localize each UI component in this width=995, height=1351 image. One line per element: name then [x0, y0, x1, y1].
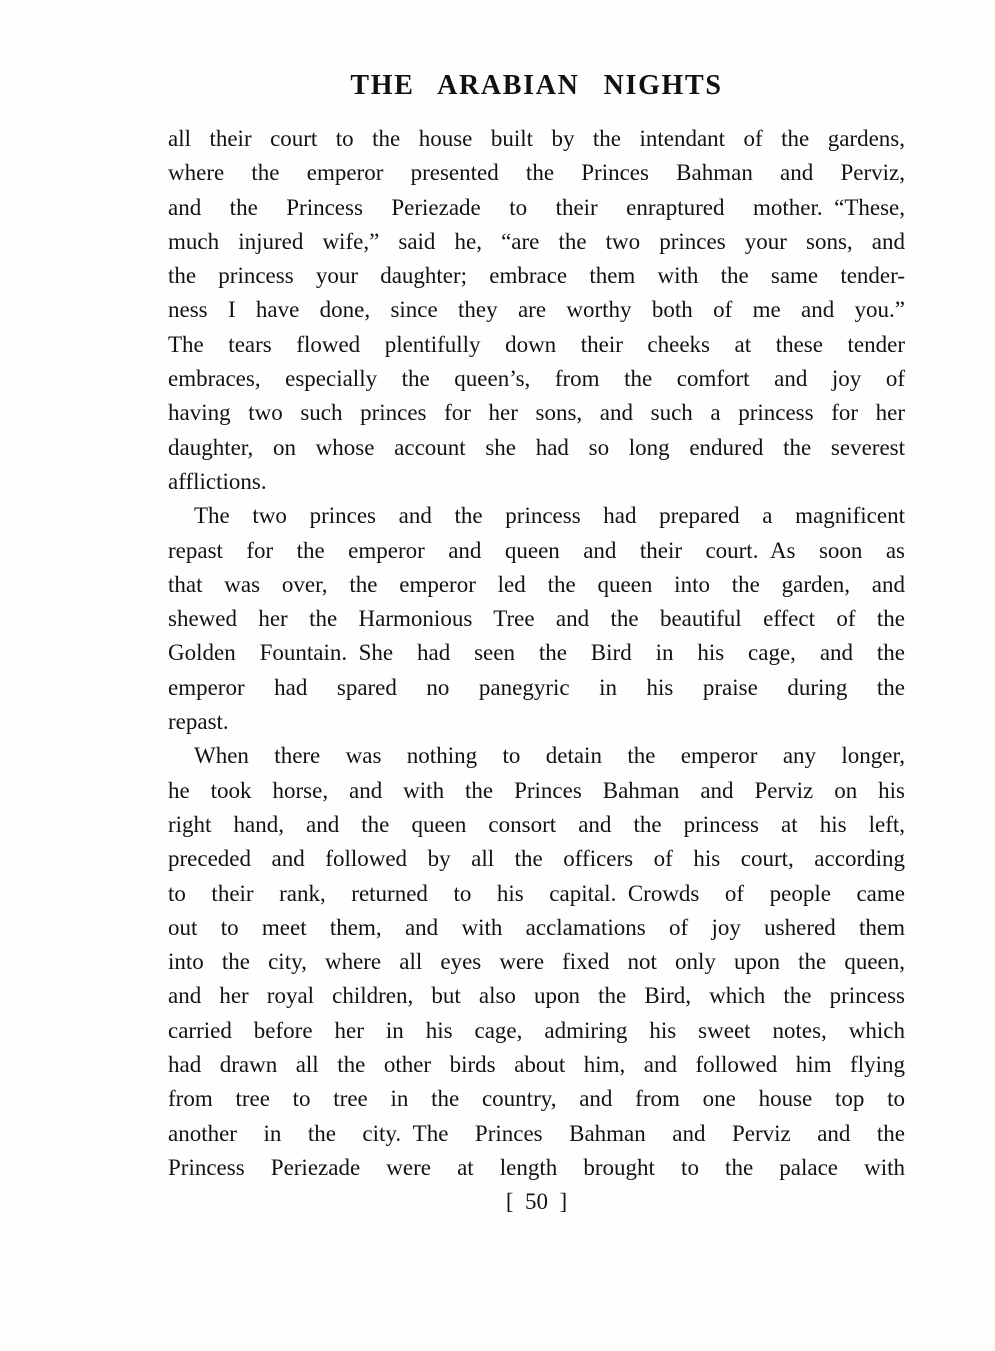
- text-line: emperor had spared no panegyric in his praise during the: [168, 674, 905, 700]
- text-line: having two such princes for her sons, and such a princess for her: [168, 400, 905, 426]
- text-line: The tears flowed plentifully down their cheeks at these tender: [168, 331, 905, 357]
- text-line: right hand, and the queen consort and the princess at his left,: [168, 811, 905, 837]
- text-block: [168, 122, 905, 1185]
- text-line: all their court to the house built by the intendant of the gardens,: [168, 126, 905, 151]
- text-line: repast.: [168, 709, 229, 735]
- text-line: where the emperor presented the Princes Bahman and Perviz,: [168, 160, 905, 186]
- text-line: shewed her the Harmonious Tree and the beautiful effect of the: [168, 606, 905, 632]
- running-head-title: THE ARABIAN NIGHTS: [350, 70, 723, 101]
- page-number: [ 50 ]: [505, 1189, 568, 1214]
- text-line: much injured wife,” said he, “are the two princes your sons, and: [168, 228, 905, 254]
- text-line: When there was nothing to detain the emperor any longer,: [194, 743, 905, 769]
- text-line: that was over, the emperor led the queen into the garden, and: [168, 571, 905, 597]
- text-line: had drawn all the other birds about him, and followed him flying: [168, 1052, 905, 1078]
- text-line: preceded and followed by all the officers of his court, according: [168, 846, 905, 872]
- text-line: carried before her in his cage, admiring his sweet notes, which: [168, 1017, 905, 1043]
- text-line: into the city, where all eyes were fixed not only upon the queen,: [168, 949, 905, 975]
- text-line: afflictions.: [168, 468, 267, 494]
- text-line: and the Princess Periezade to their enraptured mother. “These,: [168, 194, 905, 220]
- text-line: the princess your daughter; embrace them with the same tender-: [168, 263, 905, 289]
- text-line: to their rank, returned to his capital. Crowds of people came: [168, 880, 905, 906]
- text-line: Princess Periezade were at length brought to the palace with: [168, 1154, 905, 1180]
- text-line: The two princes and the princess had prepared a magnificent: [194, 503, 905, 529]
- text-line: and her royal children, but also upon the Bird, which the princess: [168, 983, 905, 1009]
- text-line: repast for the emperor and queen and their court. As soon as: [168, 537, 905, 563]
- text-line: from tree to tree in the country, and from one house top to: [168, 1086, 905, 1112]
- text-line: Golden Fountain. She had seen the Bird in his cage, and the: [168, 640, 905, 666]
- text-line: ness I have done, since they are worthy both of me and you.”: [168, 297, 905, 323]
- text-line: another in the city. The Princes Bahman and Perviz and the: [168, 1120, 905, 1146]
- text-line: embraces, especially the queen’s, from the comfort and joy of: [168, 366, 905, 392]
- text-line: daughter, on whose account she had so long endured the severest: [168, 434, 905, 460]
- text-line: out to meet them, and with acclamations of joy ushered them: [168, 914, 905, 940]
- text-line: he took horse, and with the Princes Bahman and Perviz on his: [168, 777, 905, 803]
